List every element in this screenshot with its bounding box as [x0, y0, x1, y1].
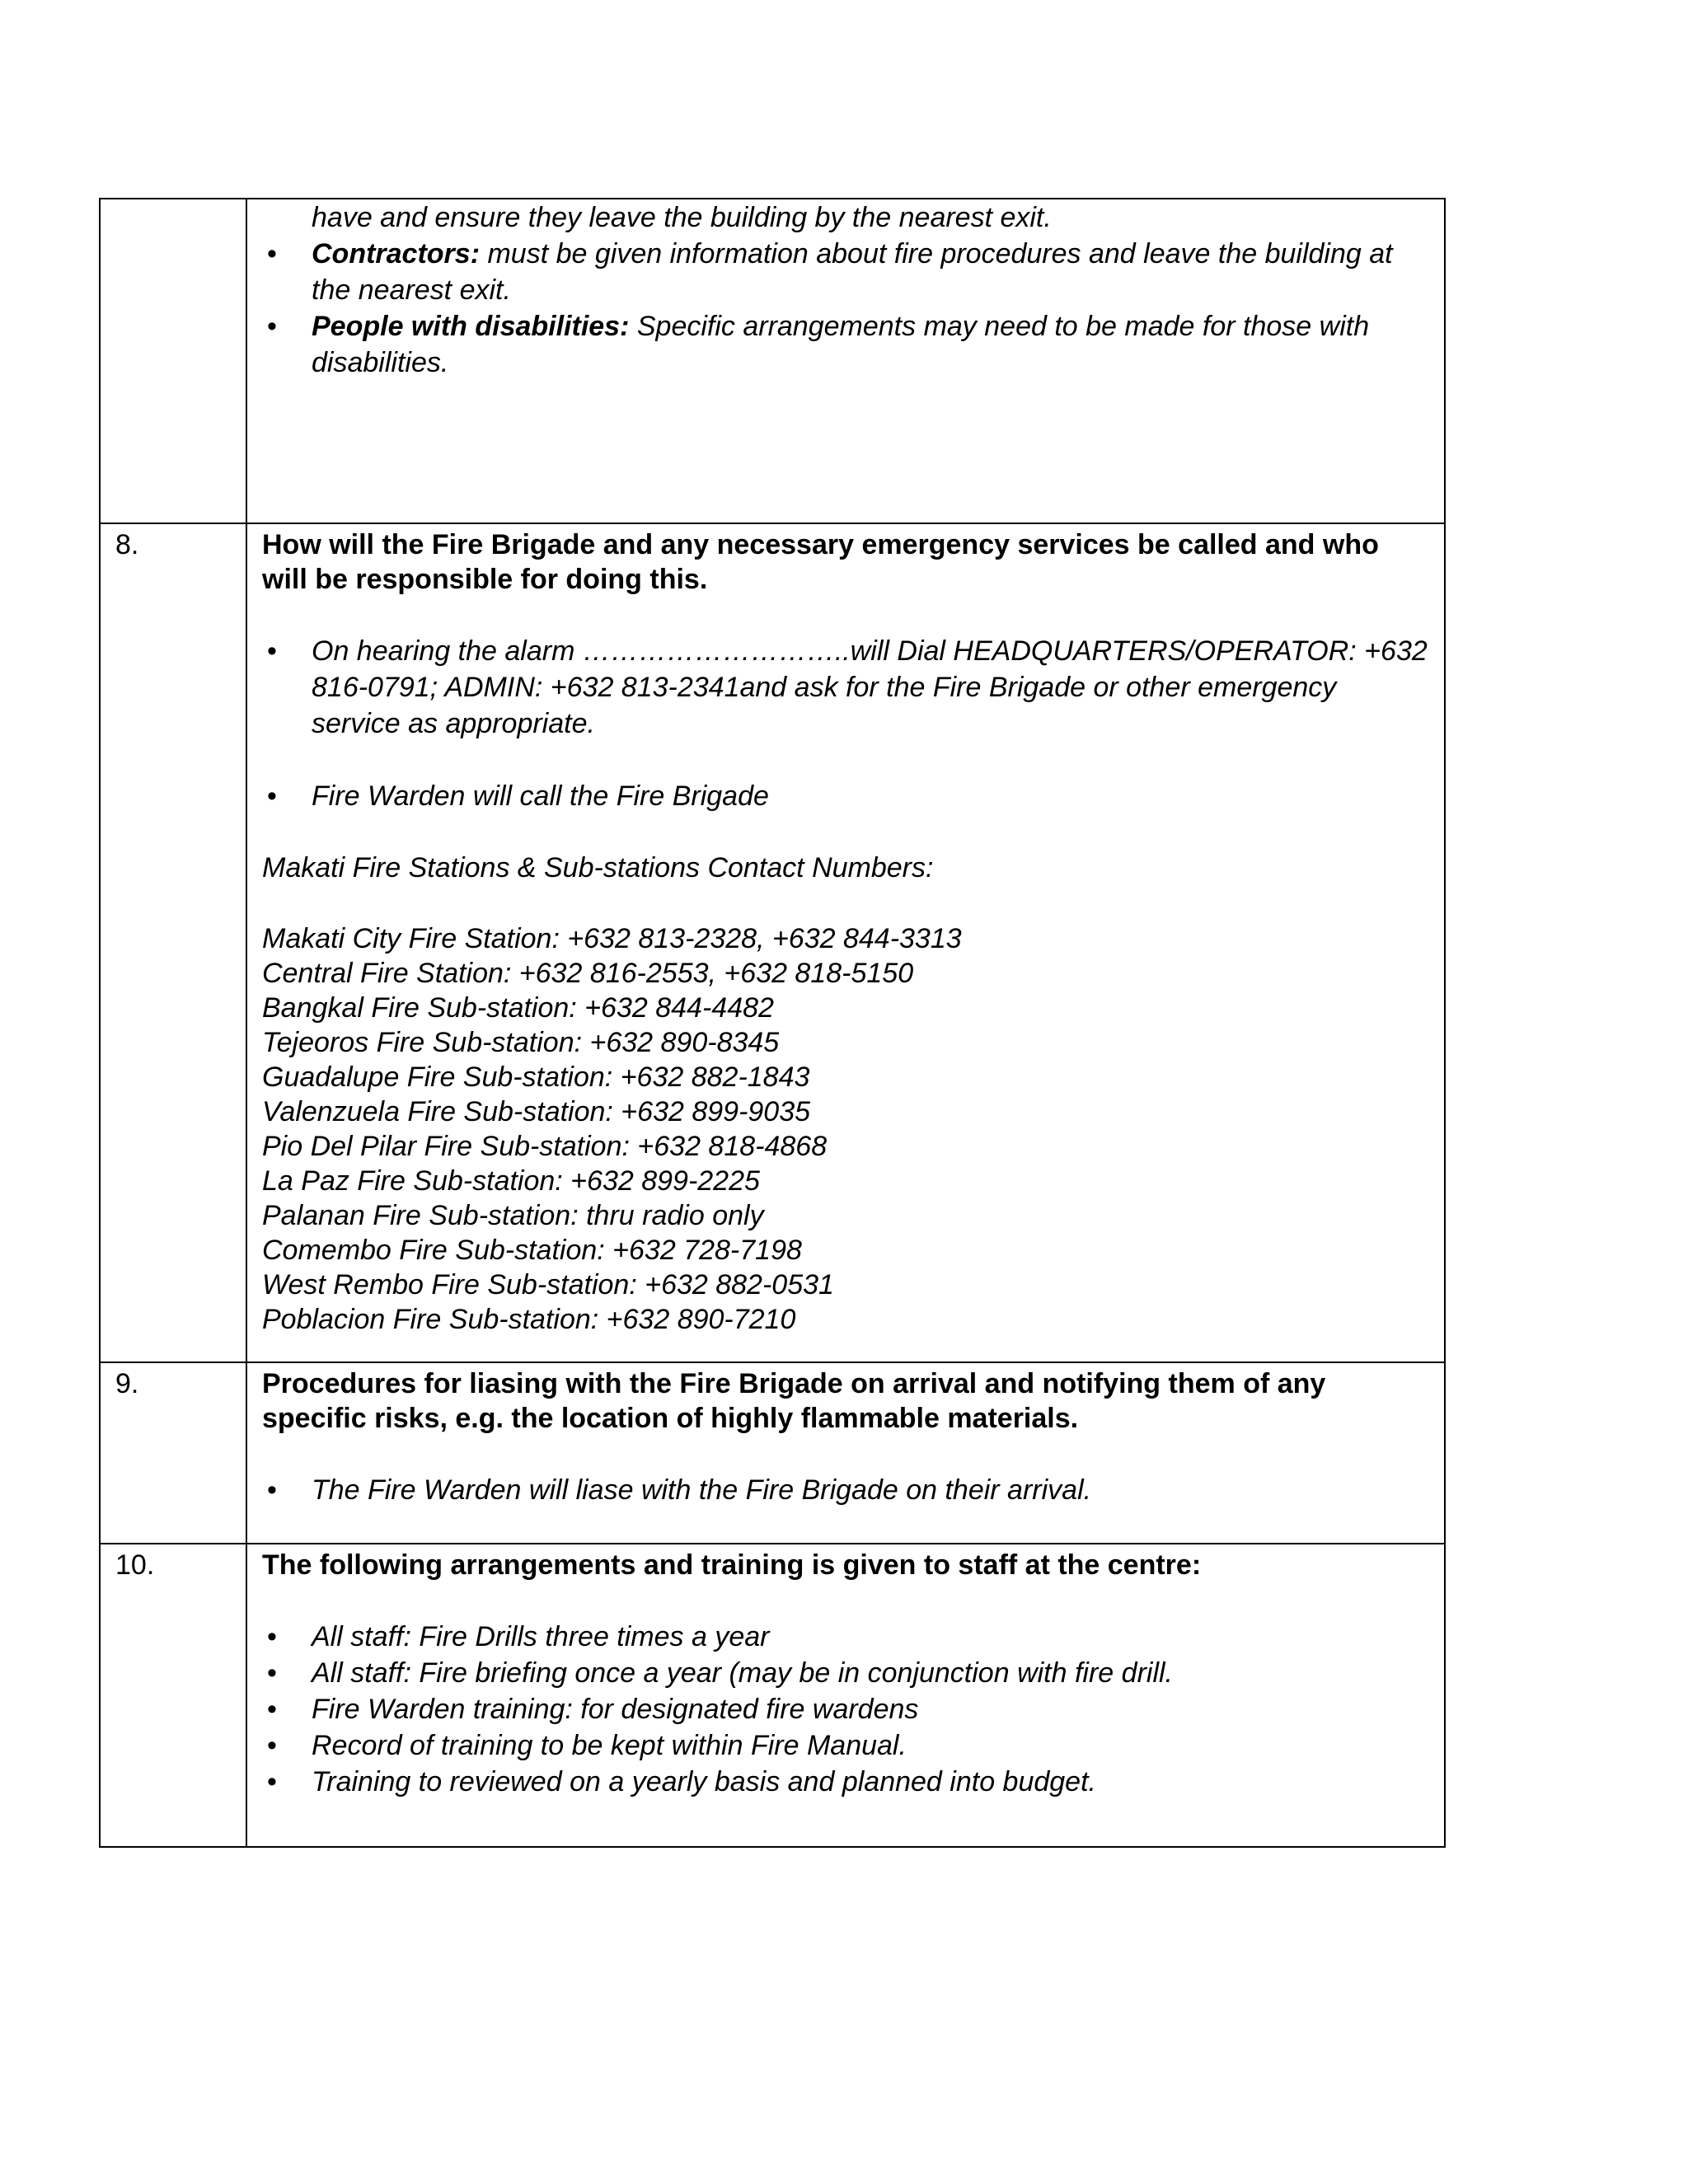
- contact-line: Poblacion Fire Sub-station: +632 890-7210: [262, 1304, 796, 1335]
- bullet-icon: •: [267, 238, 277, 269]
- bullet-icon: •: [267, 1694, 277, 1725]
- continued-text: have and ensure they leave the building by the nearest exit.: [312, 202, 1052, 233]
- contact-line: Valenzuela Fire Sub-station: +632 899-9035: [262, 1096, 811, 1127]
- bullet-icon: •: [267, 635, 277, 667]
- list-item: [262, 1691, 1429, 1727]
- bullet-list: [262, 236, 1429, 381]
- bullet-label: Contractors:: [312, 238, 481, 269]
- contact-line: West Rembo Fire Sub-station: +632 882-0531: [262, 1269, 834, 1301]
- contact-line: Guadalupe Fire Sub-station: +632 882-1843: [262, 1062, 810, 1093]
- contact-line: Comembo Fire Sub-station: +632 728-7198: [262, 1235, 802, 1266]
- list-item: [262, 308, 1429, 381]
- row-heading: The following arrangements and training is given to staff at the centre:: [262, 1549, 1202, 1581]
- bullet-icon: •: [267, 1474, 277, 1506]
- bullet-icon: •: [267, 780, 277, 812]
- row-number-cell: 10.: [100, 1544, 246, 1847]
- bullet-text: Training to reviewed on a yearly basis and planned into budget.: [312, 1766, 1096, 1797]
- bullet-list: [262, 778, 1429, 814]
- bullet-list: [262, 633, 1429, 742]
- bullet-icon: •: [267, 1657, 277, 1689]
- table-row-8: [100, 523, 1445, 1362]
- list-item: [262, 1764, 1429, 1800]
- bullet-text: Fire Warden will call the Fire Brigade: [312, 780, 769, 812]
- row-content-cell: [246, 199, 1445, 523]
- procedures-table: [99, 198, 1446, 1848]
- contacts-list: [262, 921, 1429, 1337]
- list-item: [262, 778, 1429, 814]
- contacts-title: Makati Fire Stations & Sub-stations Contact Numbers:: [262, 852, 934, 883]
- bullet-text: Specific arrangements may need to be made for those with disabilities.: [312, 311, 1370, 378]
- bullet-list: [262, 1619, 1429, 1800]
- contact-line: Makati City Fire Station: +632 813-2328, +632 844-3313: [262, 923, 962, 954]
- table-row-10: [100, 1544, 1445, 1847]
- bullet-icon: •: [267, 1766, 277, 1797]
- bullet-list: [262, 1472, 1429, 1508]
- bullet-text: The Fire Warden will liase with the Fire Brigade on their arrival.: [312, 1474, 1092, 1506]
- row-content-cell: [246, 1362, 1445, 1544]
- contact-line: La Paz Fire Sub-station: +632 899-2225: [262, 1165, 760, 1197]
- row-number-cell: 9.: [100, 1362, 246, 1544]
- row-number-cell: [100, 199, 246, 523]
- contact-line: Central Fire Station: +632 816-2553, +632 818-5150: [262, 958, 914, 989]
- table-row-9: [100, 1362, 1445, 1544]
- contact-line: Pio Del Pilar Fire Sub-station: +632 818-4868: [262, 1131, 828, 1162]
- table-row-continuation: [100, 199, 1445, 523]
- bullet-text: must be given information about fire procedures and leave the building at the nearest exit.: [312, 238, 1393, 306]
- bullet-text: On hearing the alarm ………………………..will Dial HEADQUARTERS/OPERATOR: +632 816-0791; ADMIN: +632 813-2341and ask for the Fire Brigade or other emergency service as appropriate.: [312, 635, 1428, 739]
- contact-line: Tejeoros Fire Sub-station: +632 890-8345: [262, 1027, 780, 1058]
- bullet-label: People with disabilities:: [312, 311, 630, 342]
- list-item: [262, 633, 1429, 742]
- list-item: [262, 1727, 1429, 1764]
- row-number-cell: 8.: [100, 523, 246, 1362]
- bullet-icon: •: [267, 311, 277, 342]
- bullet-text: Fire Warden training: for designated fire wardens: [312, 1694, 919, 1725]
- list-item: [262, 1619, 1429, 1655]
- contact-line: Bangkal Fire Sub-station: +632 844-4482: [262, 992, 774, 1024]
- bullet-text: All staff: Fire briefing once a year (may be in conjunction with fire drill.: [312, 1657, 1174, 1689]
- bullet-icon: •: [267, 1621, 277, 1652]
- bullet-text: Record of training to be kept within Fire Manual.: [312, 1730, 907, 1761]
- list-item: [262, 236, 1429, 308]
- list-item: [262, 1472, 1429, 1508]
- row-content-cell: [246, 523, 1445, 1362]
- list-item: [262, 1655, 1429, 1691]
- row-heading: Procedures for liasing with the Fire Brigade on arrival and notifying them of any specific risks, e.g. the location of highly flammable materials.: [262, 1368, 1326, 1434]
- bullet-icon: •: [267, 1730, 277, 1761]
- row-heading: How will the Fire Brigade and any necessary emergency services be called and who will be responsible for doing this.: [262, 529, 1379, 595]
- bullet-text: All staff: Fire Drills three times a year: [312, 1621, 770, 1652]
- row-content-cell: [246, 1544, 1445, 1847]
- contact-line: Palanan Fire Sub-station: thru radio only: [262, 1200, 764, 1231]
